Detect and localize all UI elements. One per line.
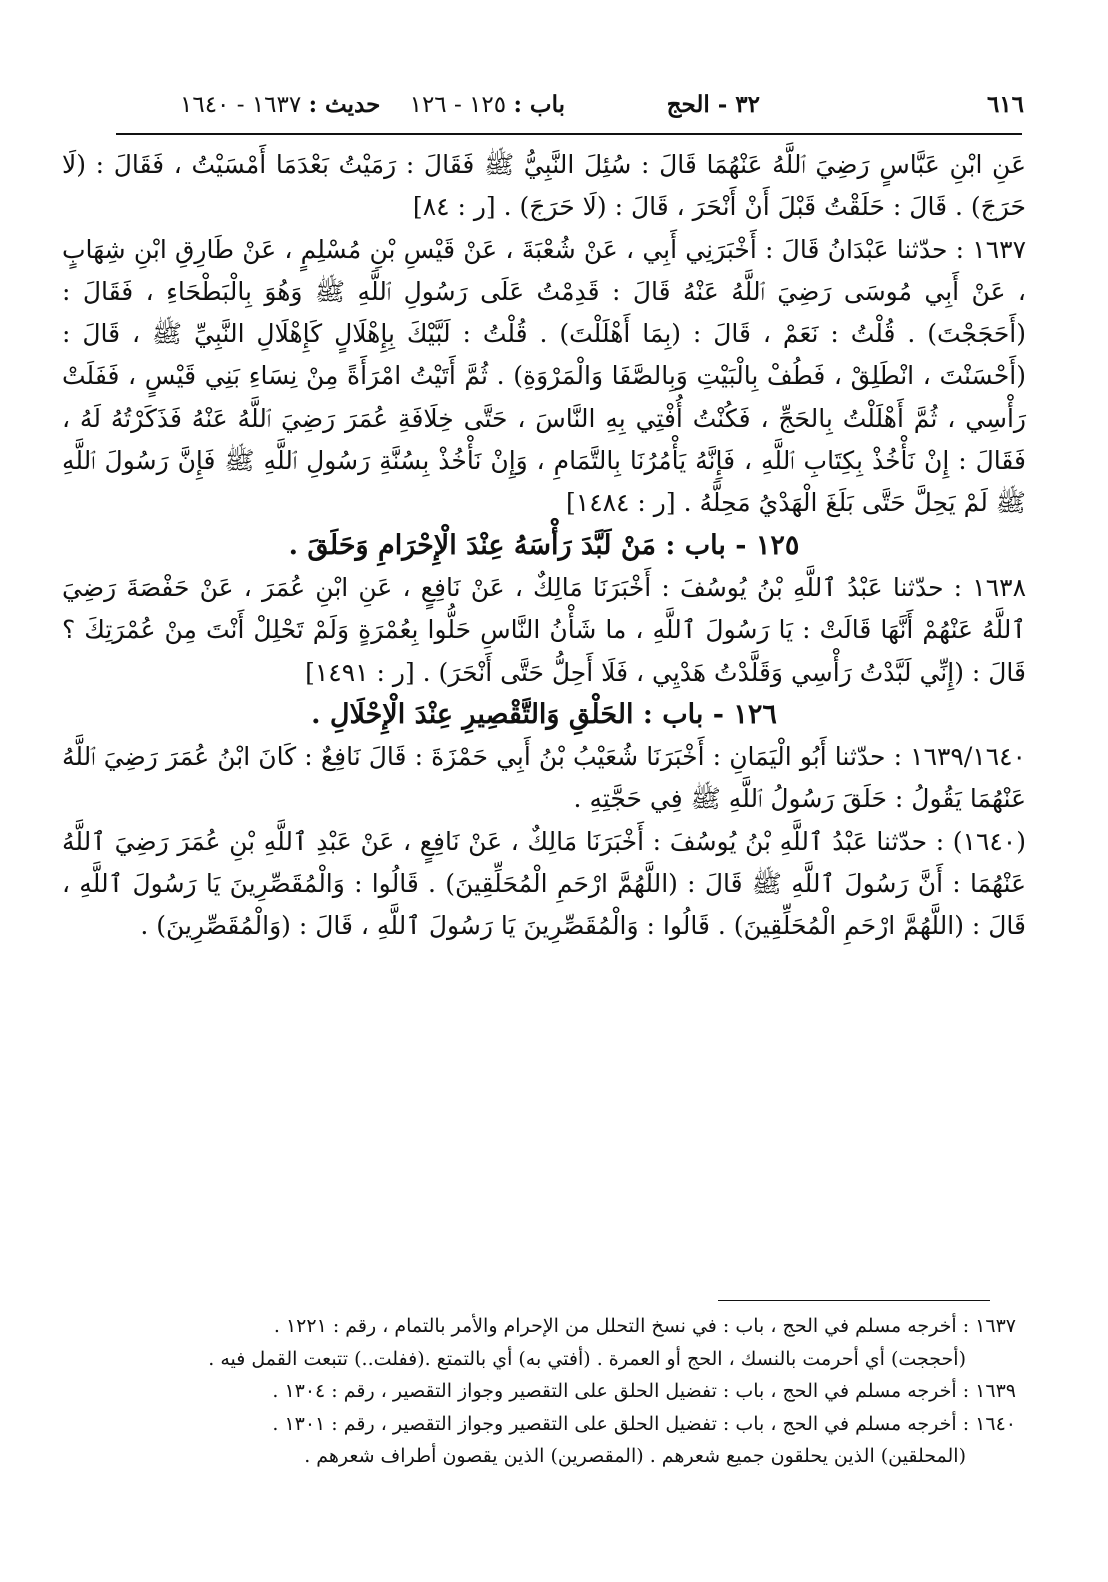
- reference-hadith-label: حديث :: [308, 90, 381, 118]
- hadith-paragraph: عَنِ ابْنِ عَبَّاسٍ رَضِيَ ٱللَّهُ عَنْهُمَا قَالَ : سُئِلَ النَّبِيُّ ﷺ فَقَالَ : رَمَيْتُ بَعْدَمَا أَمْسَيْتُ ، فَقَالَ : (لَا حَرَجَ) . قَالَ : حَلَقْتُ قَبْلَ أَنْ أَنْحَرَ ، قَالَ : (لَا حَرَجَ) . [ر : ٨٤]: [62, 150, 1026, 222]
- hadith-paragraph: ١٦٣٩/١٦٤٠ : حدّثنا أَبُو الْيَمَانِ : أَخْبَرَنَا شُعَيْبُ بْنُ أَبِي حَمْزَةَ : قَالَ نَافِعٌ : كَانَ ابْنُ عُمَرَ رَضِيَ ٱللَّهُ عَنْهُمَا يَقُولُ : حَلَقَ رَسُولُ ٱللَّهِ ﷺ فِي حَجَّتِهِ .: [62, 742, 1026, 814]
- page-number: ٦١٦: [986, 90, 1024, 118]
- header-rule: [116, 133, 1022, 135]
- bab-heading: ١٢٦ - باب : الحَلْقِ وَالتَّقْصِيرِ عِنْدَ الْإِحْلَالِ .: [311, 698, 777, 730]
- hadith-paragraph: ١٦٣٧ : حدّثنا عَبْدَانُ قَالَ : أَخْبَرَنِي أَبِي ، عَنْ شُعْبَةَ ، عَنْ قَيْسِ بْنِ مُسْلِمٍ ، عَنْ طَارِقِ ابْنِ شِهَابٍ ، عَنْ أَبِي مُوسَى رَضِيَ ٱللَّهُ عَنْهُ قَالَ : قَدِمْتُ عَلَى رَسُولِ ٱللَّهِ ﷺ وَهُوَ بِالْبَطْحَاءِ ، فَقَالَ : (أَحَجَجْتَ) . قُلْتُ : نَعَمْ ، قَالَ : (بِمَا أَهْلَلْتَ) . قُلْتُ : لَبَّيْكَ بِإِهْلَالٍ كَإِهْلَالِ النَّبِيِّ ﷺ ، قَالَ : (أَحْسَنْتَ ، انْطَلِقْ ، فَطُفْ بِالْبَيْتِ وَبِالصَّفَا وَالْمَرْوَةِ) . ثُمَّ أَتَيْتُ امْرَأَةً مِنْ نِسَاءِ بَنِي قَيْسٍ ، فَفَلَتْ رَأْسِي ، ثُمَّ أَهْلَلْتُ بِالحَجِّ ، فَكُنْتُ أُفْتِي بِهِ النَّاسَ ، حَتَّى خِلَافَةِ عُمَرَ رَضِيَ ٱللَّهُ عَنْهُ فَذَكَرْتُهُ لَهُ ، فَقَالَ : إِنْ نَأْخُذْ بِكِتَابِ ٱللَّهِ ، فَإِنَّهُ يَأْمُرُنَا بِالتَّمَامِ ، وَإِنْ نَأْخُذْ بِسُنَّةِ رَسُولِ ٱللَّهِ ﷺ فَإِنَّ رَسُولَ ٱللَّهِ ﷺ لَمْ يَحِلَّ حَتَّى بَلَغَ الْهَدْيُ مَحِلَّهُ . [ر : ١٤٨٤]: [62, 234, 1026, 518]
- running-head: [60, 84, 1048, 124]
- footnote: ١٦٣٧ : أخرجه مسلم في الحج ، باب : في نسخ التحلل من الإحرام والأمر بالتمام ، رقم : ١٢٢١ .: [273, 1315, 1016, 1337]
- footnote: (أحججت) أي أحرمت بالنسك ، الحج أو العمرة . (أفتي به) أي بالتمتع .(ففلت..) تتبعت القمل فيه .: [208, 1347, 966, 1370]
- section-reference: [180, 91, 565, 118]
- reference-prefix: باب :: [513, 90, 565, 118]
- hadith-paragraph: ١٦٣٨ : حدّثنا عَبْدُ ٱللَّهِ بْنُ يُوسُفَ : أَخْبَرَنَا مَالِكٌ ، عَنْ نَافِعٍ ، عَنِ ابْنِ عُمَرَ ، عَنْ حَفْصَةَ رَضِيَ ٱللَّهُ عَنْهُمْ أَنَّهَا قَالَتْ : يَا رَسُولَ ٱللَّهِ ، ما شَأْنُ النَّاسِ حَلُّوا بِعُمْرَةٍ وَلَمْ تَحْلِلْ أَنْتَ مِنْ عُمْرَتِكَ ؟ قَالَ : (إِنِّي لَبَّدْتُ رَأْسِي وَقَلَّدْتُ هَدْيِي ، فَلَا أَحِلُّ حَتَّى أَنْحَرَ) . [ر : ١٤٩١]: [62, 572, 1026, 687]
- bab-heading: ١٢٥ - باب : مَنْ لَبَّدَ رَأْسَهُ عِنْدَ الْإِحْرَامِ وَحَلَقَ .: [288, 529, 800, 561]
- hadith-paragraph: (١٦٤٠) : حدّثنا عَبْدُ ٱللَّهِ بْنُ يُوسُفَ : أَخْبَرَنَا مَالِكٌ ، عَنْ نَافِعٍ ، عَنْ عَبْدِ ٱللَّهِ بْنِ عُمَرَ رَضِيَ ٱللَّهُ عَنْهُمَا : أَنَّ رَسُولَ ٱللَّهِ ﷺ قَالَ : (اللَّهُمَّ ارْحَمِ الْمُحَلِّقِينَ) . قَالُوا : وَالْمُقَصِّرِينَ يَا رَسُولَ ٱللَّهِ ، قَالَ : (اللَّهُمَّ ارْحَمِ الْمُحَلِّقِينَ) . قَالُوا : وَالْمُقَصِّرِينَ يَا رَسُولَ ٱللَّهِ ، قَالَ : (وَالْمُقَصِّرِينَ) .: [62, 826, 1026, 941]
- main-text: [62, 144, 1026, 948]
- footnote: ١٦٤٠ : أخرجه مسلم في الحج ، باب : تفضيل الحلق على التقصير وجواز التقصير ، رقم : ١٣٠١ .: [272, 1412, 1016, 1435]
- footnote: ١٦٣٩ : أخرجه مسلم في الحج ، باب : تفضيل الحلق على التقصير وجواز التقصير ، رقم : ١٣٠٤ .: [272, 1380, 1016, 1403]
- footnotes: [62, 1310, 1016, 1473]
- reference-babs: ١٢٥ - ١٢٦: [409, 91, 507, 118]
- footnote: (المحلقين) الذين يحلقون جميع شعرهم . (المقصرين) الذين يقصون أطراف شعرهم .: [304, 1445, 966, 1468]
- reference-hadiths: ١٦٣٧ - ١٦٤٠: [180, 91, 302, 118]
- chapter-title: ٣٢ - الحج: [666, 90, 760, 118]
- footnote-rule: [718, 1300, 990, 1301]
